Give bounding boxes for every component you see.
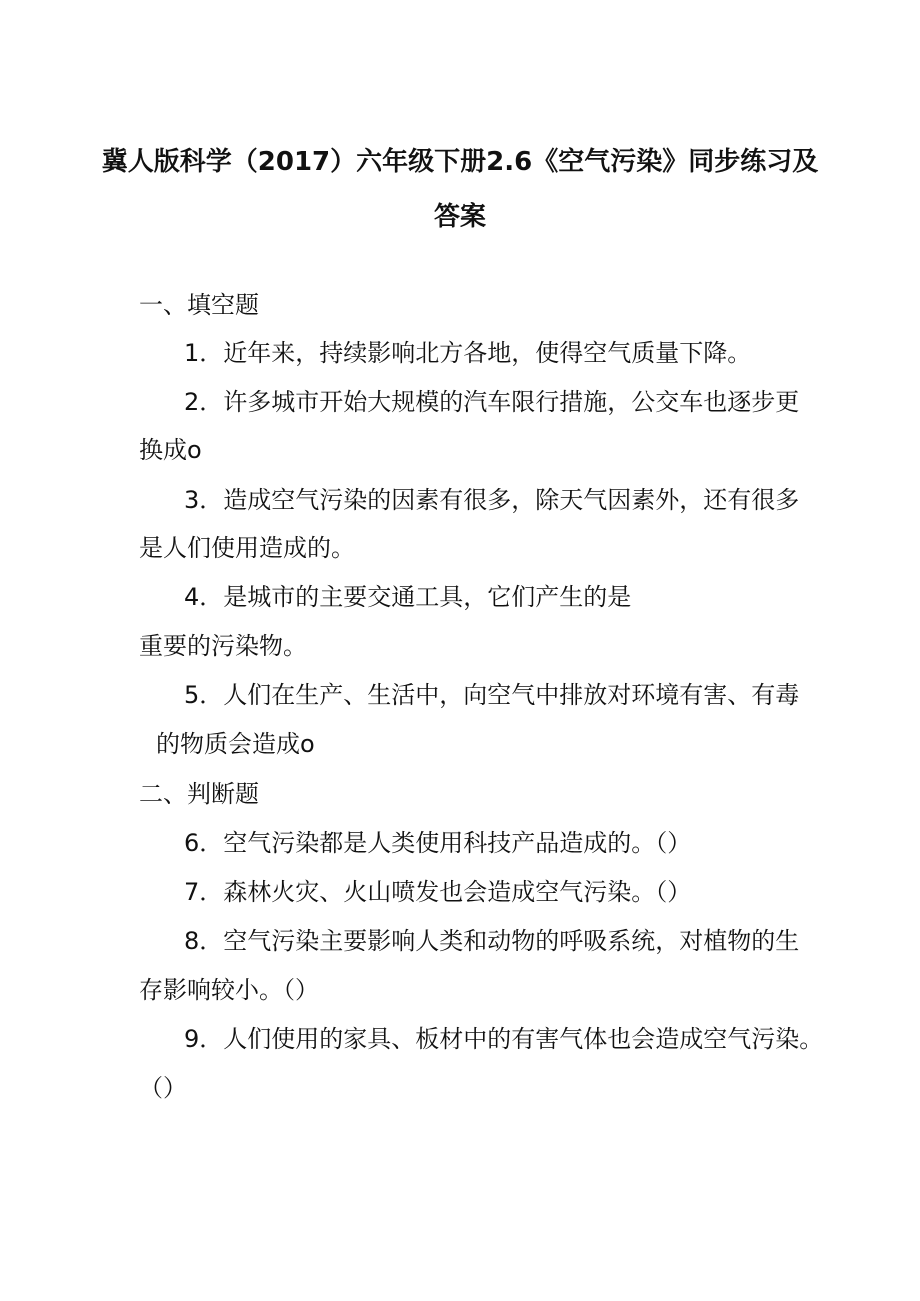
question-9-line-1: 9．人们使用的家具、板材中的有害气体也会造成空气污染。 xyxy=(184,1025,824,1053)
section-heading-fill-blank: 一、填空题 xyxy=(139,291,259,319)
document-title-line-2: 答案 xyxy=(433,202,486,232)
question-8-line-1: 8．空气污染主要影响人类和动物的呼吸系统，对植物的生 xyxy=(184,927,800,955)
question-5-line-2: 的物质会造成o xyxy=(156,730,315,758)
question-4-line-2: 重要的污染物。 xyxy=(139,632,307,660)
question-2-line-1: 2．许多城市开始大规模的汽车限行措施，公交车也逐步更 xyxy=(184,388,800,416)
document-title-line-1: 冀人版科学（2017）六年级下册2.6《空气污染》同步练习及 xyxy=(101,147,819,177)
question-8-line-2: 存影响较小。（） xyxy=(139,976,319,1004)
question-5-line-1: 5．人们在生产、生活中，向空气中排放对环境有害、有毒 xyxy=(184,681,800,709)
question-9-line-2: （） xyxy=(139,1074,187,1102)
question-1: 1．近年来，持续影响北方各地，使得空气质量下降。 xyxy=(184,339,752,367)
question-7: 7．森林火灾、火山喷发也会造成空气污染。（） xyxy=(184,878,692,906)
question-6: 6．空气污染都是人类使用科技产品造成的。（） xyxy=(184,829,692,857)
question-3-line-1: 3．造成空气污染的因素有很多，除天气因素外，还有很多 xyxy=(184,486,800,514)
question-4-line-1: 4．是城市的主要交通工具，它们产生的是 xyxy=(184,583,632,611)
question-3-line-2: 是人们使用造成的。 xyxy=(139,534,355,562)
question-2-line-2: 换成o xyxy=(139,436,202,464)
section-heading-true-false: 二、判断题 xyxy=(139,780,259,808)
